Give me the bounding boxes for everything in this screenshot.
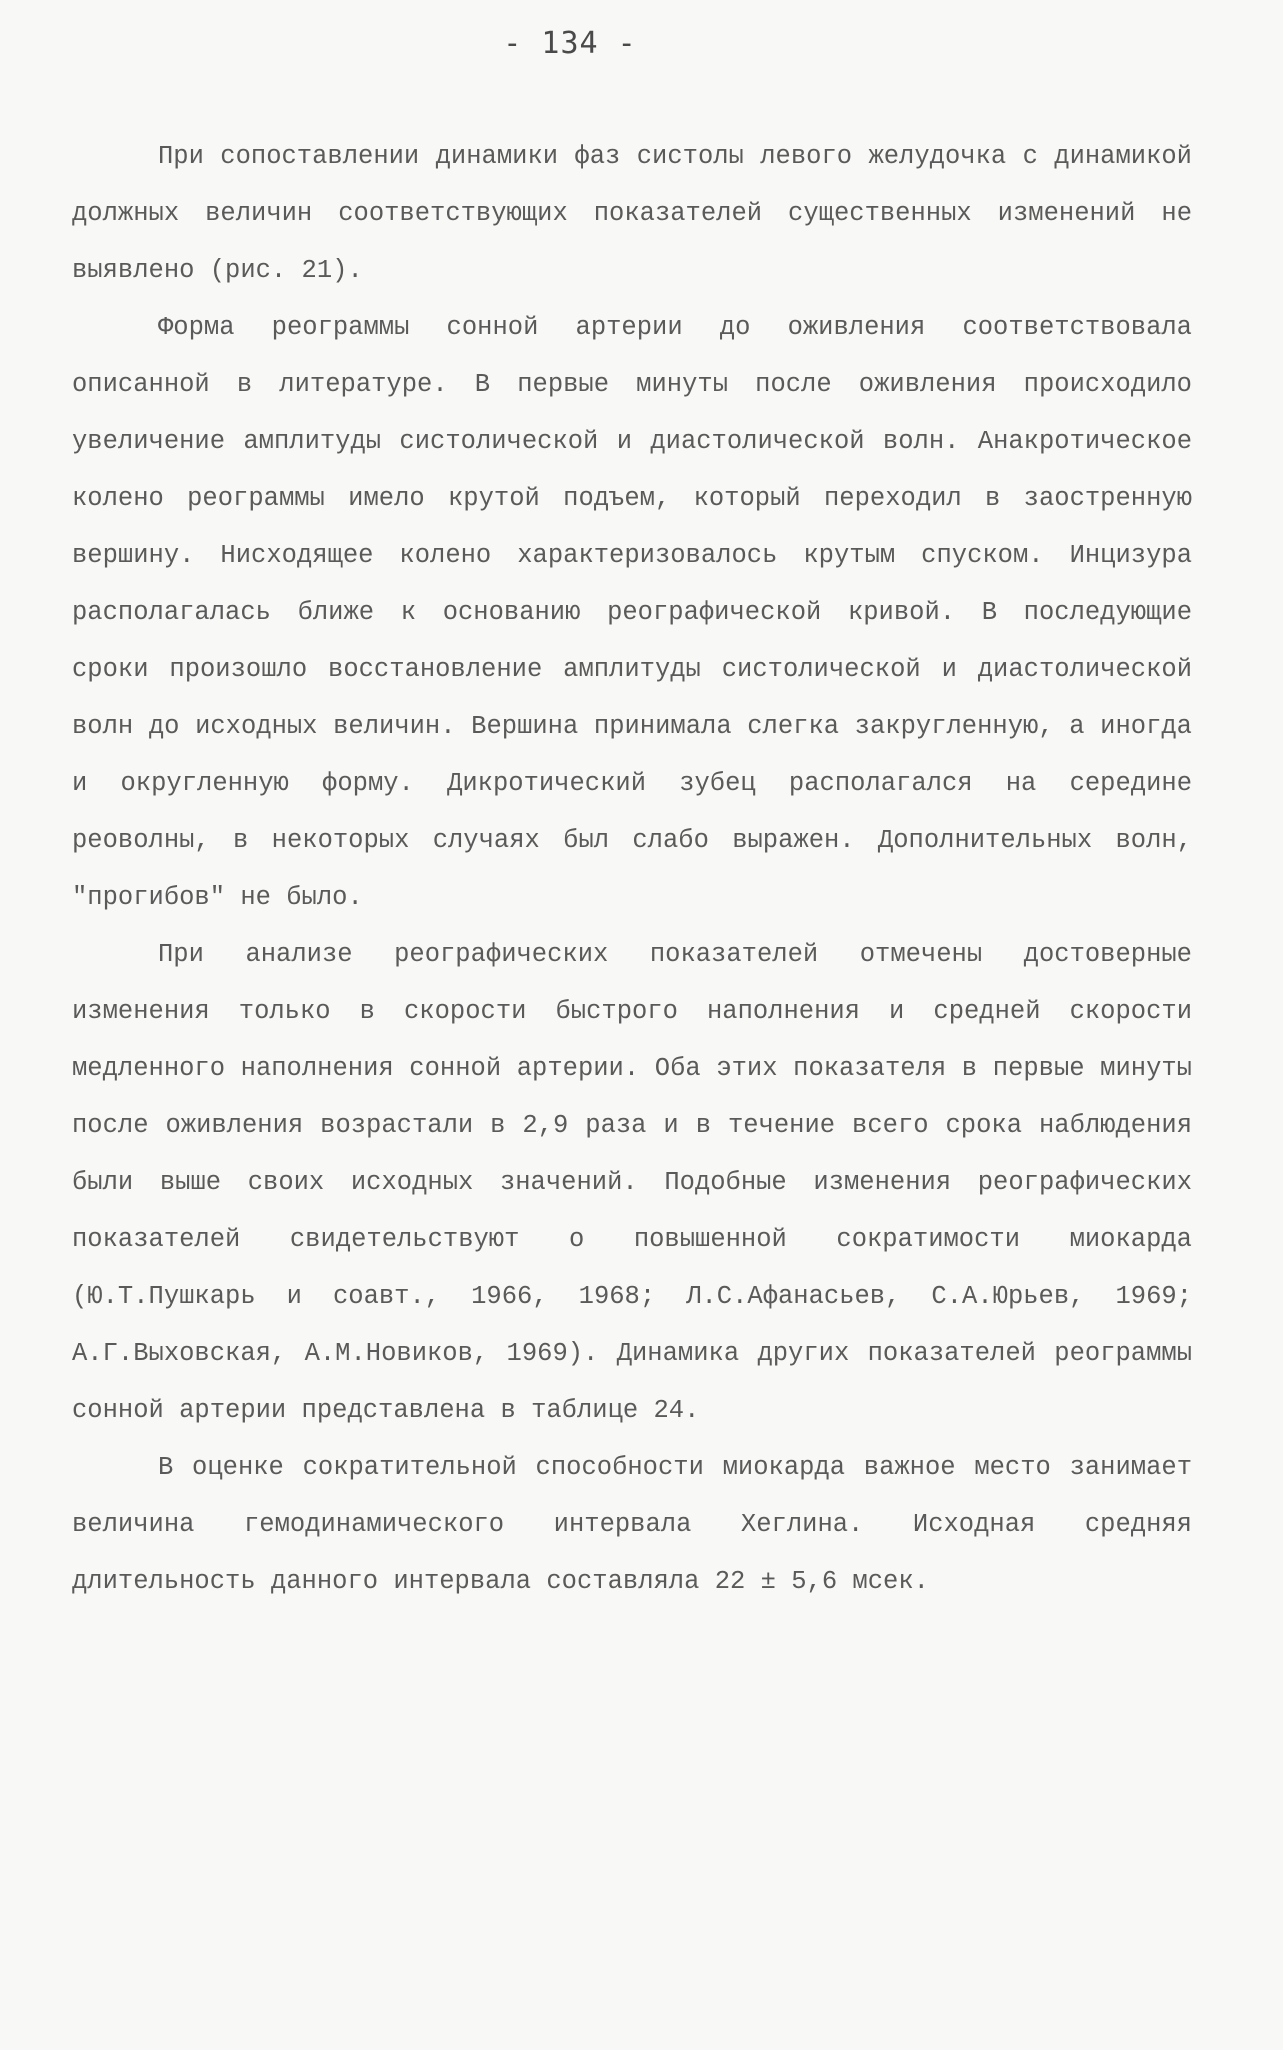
paragraph-3: При анализе реографических показателей отмечены достоверные изменения только в скорости быстрого наполнения и средней скорости медленного наполнения сонной артерии. Оба этих показателя в первые минуты после оживления возрастали в 2,9 раза и в течение всего срока наблюдения были выше своих исходных значений. Подобные изменения реографических показателей свидетельствуют о повышенной сократимости миокарда (Ю.Т.Пушкарь и соавт., 1966, 1968; Л.С.Афанасьев, С.А.Юрьев, 1969; А.Г.Выховская, А.М.Новиков, 1969). Динамика других показателей реограммы сонной артерии представлена в таблице 24. [72,940,1192,1425]
paragraph-4: В оценке сократительной способности миокарда важное место занимает величина гемодинамического интервала Хеглина. Исходная средняя длительность данного интервала составляла 22 ± 5,6 мсек. [72,1453,1192,1596]
page-number: - 134 - [503,26,637,61]
body-text [72,128,1192,1610]
paragraph-2: Форма реограммы сонной артерии до оживления соответствовала описанной в литературе. В первые минуты после оживления происходило увеличение амплитуды систолической и диастолической волн. Анакротическое колено реограммы имело крутой подъем, который переходил в заостренную вершину. Нисходящее колено характеризовалось крутым спуском. Инцизура располагалась ближе к основанию реографической кривой. В последующие сроки произошло восстановление амплитуды систолической и диастолической волн до исходных величин. Вершина принимала слегка закругленную, а иногда и округленную форму. Дикротический зубец располагался на середине реоволны, в некоторых случаях был слабо выражен. Дополнительных волн, "прогибов" не было. [72,313,1192,912]
paragraph-1: При сопоставлении динамики фаз систолы левого желудочка с динамикой должных величин соответствующих показателей существенных изменений не выявлено (рис. 21). [72,142,1192,285]
